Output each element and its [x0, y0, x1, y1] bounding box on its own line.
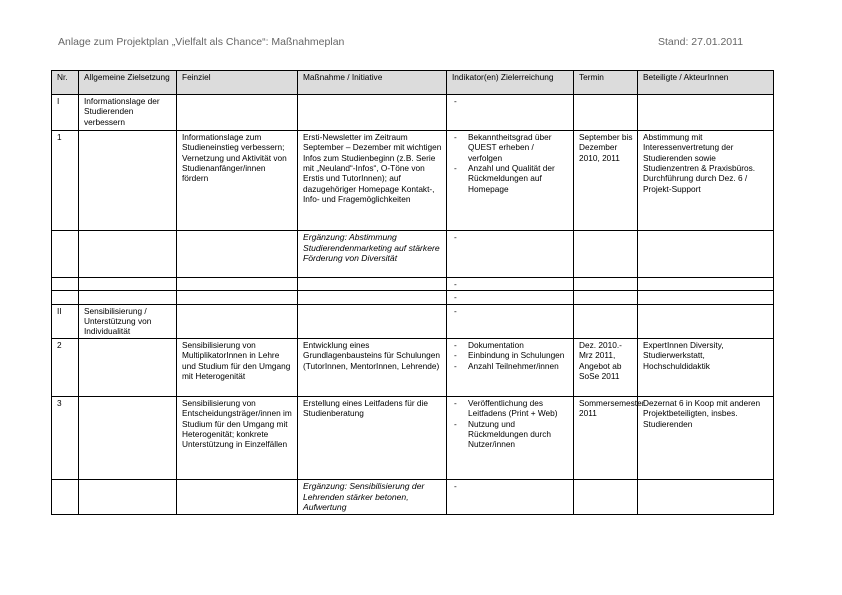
cell-indikator: [447, 304, 574, 338]
table-row: [52, 131, 774, 231]
cell-massnahme: [298, 304, 447, 338]
cell-feinziel: Informationslage zum Studieneinstieg verbessern; Vernetzung und Aktivität von Studienanfänger/innen fördern: [177, 131, 298, 231]
cell-indikator: [447, 95, 574, 131]
cell-feinziel: Sensibilisierung von Entscheidungsträger/innen im Studium für den Umgang mit Heterogenität; konkrete Unterstützung in Einzelfällen: [177, 396, 298, 479]
table-row: [52, 231, 774, 278]
indicator-dash: -: [454, 96, 457, 106]
list-item: - Anzahl Teilnehmer/innen: [452, 361, 569, 371]
table-header-row: [52, 71, 774, 95]
cell-massnahme: Ergänzung: Sensibilisierung der Lehrenden stärker betonen, Aufwertung: [298, 479, 447, 514]
indicator-dash: -: [454, 480, 457, 491]
cell-beteiligte: Abstimmung mit Interessenvertretung der Studierenden sowie Studienzentren & Praxisbüros. Durchführung durch Dez. 6 / Projekt-Support: [638, 131, 774, 231]
table-row: [52, 95, 774, 131]
cell-termin: [574, 278, 638, 291]
cell-massnahme: Erstellung eines Leitfadens für die Studienberatung: [298, 396, 447, 479]
cell-feinziel: [177, 231, 298, 278]
document-header-title: Anlage zum Projektplan „Vielfalt als Chance“: Maßnahmeplan: [58, 36, 345, 48]
cell-zielsetzung: [79, 131, 177, 231]
cell-zielsetzung: [79, 278, 177, 291]
cell-zielsetzung: Informationslage der Studierenden verbessern: [79, 95, 177, 131]
column-header-nr: Nr.: [52, 71, 79, 95]
cell-nr: 1: [52, 131, 79, 231]
cell-nr: [52, 278, 79, 291]
list-item: - Dokumentation: [452, 340, 569, 350]
cell-massnahme: [298, 278, 447, 291]
cell-beteiligte: [638, 304, 774, 338]
cell-nr: [52, 479, 79, 514]
column-header-zielsetzung: Allgemeine Zielsetzung: [79, 71, 177, 95]
cell-feinziel: [177, 304, 298, 338]
measures-table: [51, 70, 774, 515]
cell-beteiligte: Dezernat 6 in Koop mit anderen Projektbeteiligten, insbes. Studierenden: [638, 396, 774, 479]
cell-zielsetzung: [79, 231, 177, 278]
cell-termin: [574, 304, 638, 338]
cell-zielsetzung: [79, 479, 177, 514]
cell-beteiligte: [638, 278, 774, 291]
cell-beteiligte: [638, 95, 774, 131]
list-item: - Nutzung und Rückmeldungen durch Nutzer/innen: [452, 419, 569, 450]
cell-massnahme: Entwicklung eines Grundlagenbausteins für Schulungen (TutorInnen, MentorInnen, Lehrende): [298, 338, 447, 396]
column-header-feinziel: Feinziel: [177, 71, 298, 95]
column-header-indikator: Indikator(en) Zielerreichung: [447, 71, 574, 95]
column-header-termin: Termin: [574, 71, 638, 95]
cell-massnahme: [298, 291, 447, 304]
cell-indikator: [447, 278, 574, 291]
cell-nr: [52, 231, 79, 278]
list-item: - Einbindung in Schulungen: [452, 350, 569, 360]
cell-nr: 3: [52, 396, 79, 479]
cell-termin: Dez. 2010.- Mrz 2011, Angebot ab SoSe 2011: [574, 338, 638, 396]
column-header-massnahme: Maßnahme / Initiative: [298, 71, 447, 95]
cell-feinziel: [177, 479, 298, 514]
cell-zielsetzung: [79, 396, 177, 479]
cell-indikator: [447, 231, 574, 278]
cell-indikator: [447, 479, 574, 514]
indicator-dash: -: [454, 305, 457, 316]
indicator-dash: -: [454, 279, 457, 289]
cell-zielsetzung: Sensibilisierung / Unterstützung von Individualität: [79, 304, 177, 338]
cell-termin: [574, 479, 638, 514]
cell-indikator: [447, 338, 574, 396]
cell-feinziel: [177, 95, 298, 131]
indicator-list: [452, 398, 569, 450]
table-row: [52, 338, 774, 396]
cell-massnahme: Ergänzung: Abstimmung Studierendenmarketing auf stärkere Förderung von Diversität: [298, 231, 447, 278]
table-row: [52, 304, 774, 338]
cell-zielsetzung: [79, 338, 177, 396]
cell-beteiligte: ExpertInnen Diversity, Studierwerkstatt, Hochschuldidaktik: [638, 338, 774, 396]
list-item: - Bekanntheitsgrad über QUEST erheben / verfolgen: [452, 132, 569, 163]
cell-massnahme: Ersti-Newsletter im Zeitraum September – Dezember mit wichtigen Infos zum Studienbeginn (z.B. Serie mit „Neuland“-Infos“, O-Töne von Erstis und TutorInnen); auf dazugehöriger Homepage Kontakt-, Info- und Fragemöglichkeiten: [298, 131, 447, 231]
cell-massnahme: [298, 95, 447, 131]
indicator-dash: -: [454, 232, 457, 242]
cell-termin: [574, 231, 638, 278]
indicator-list: [452, 132, 569, 194]
indicator-list: [452, 340, 569, 371]
table-row: [52, 291, 774, 304]
cell-termin: September bis Dezember 2010, 2011: [574, 131, 638, 231]
cell-zielsetzung: [79, 291, 177, 304]
cell-termin: Sommersemester 2011: [574, 396, 638, 479]
cell-feinziel: [177, 291, 298, 304]
table-row: [52, 479, 774, 514]
table-row: [52, 278, 774, 291]
list-item: - Veröffentlichung des Leitfadens (Print + Web): [452, 398, 569, 419]
list-item: - Anzahl und Qualität der Rückmeldungen auf Homepage: [452, 163, 569, 194]
cell-nr: 2: [52, 338, 79, 396]
column-header-beteiligte: Beteiligte / AkteurInnen: [638, 71, 774, 95]
cell-nr: II: [52, 304, 79, 338]
cell-feinziel: Sensibilisierung von MultiplikatorInnen in Lehre und Studium für den Umgang mit Heterogenität: [177, 338, 298, 396]
document-header-date: Stand: 27.01.2011: [658, 36, 744, 48]
cell-feinziel: [177, 278, 298, 291]
cell-beteiligte: [638, 231, 774, 278]
cell-termin: [574, 95, 638, 131]
cell-indikator: [447, 396, 574, 479]
cell-beteiligte: [638, 291, 774, 304]
cell-termin: [574, 291, 638, 304]
cell-nr: I: [52, 95, 79, 131]
indicator-dash: -: [454, 292, 457, 303]
cell-indikator: [447, 291, 574, 304]
table-row: [52, 396, 774, 479]
cell-indikator: [447, 131, 574, 231]
cell-beteiligte: [638, 479, 774, 514]
cell-nr: [52, 291, 79, 304]
